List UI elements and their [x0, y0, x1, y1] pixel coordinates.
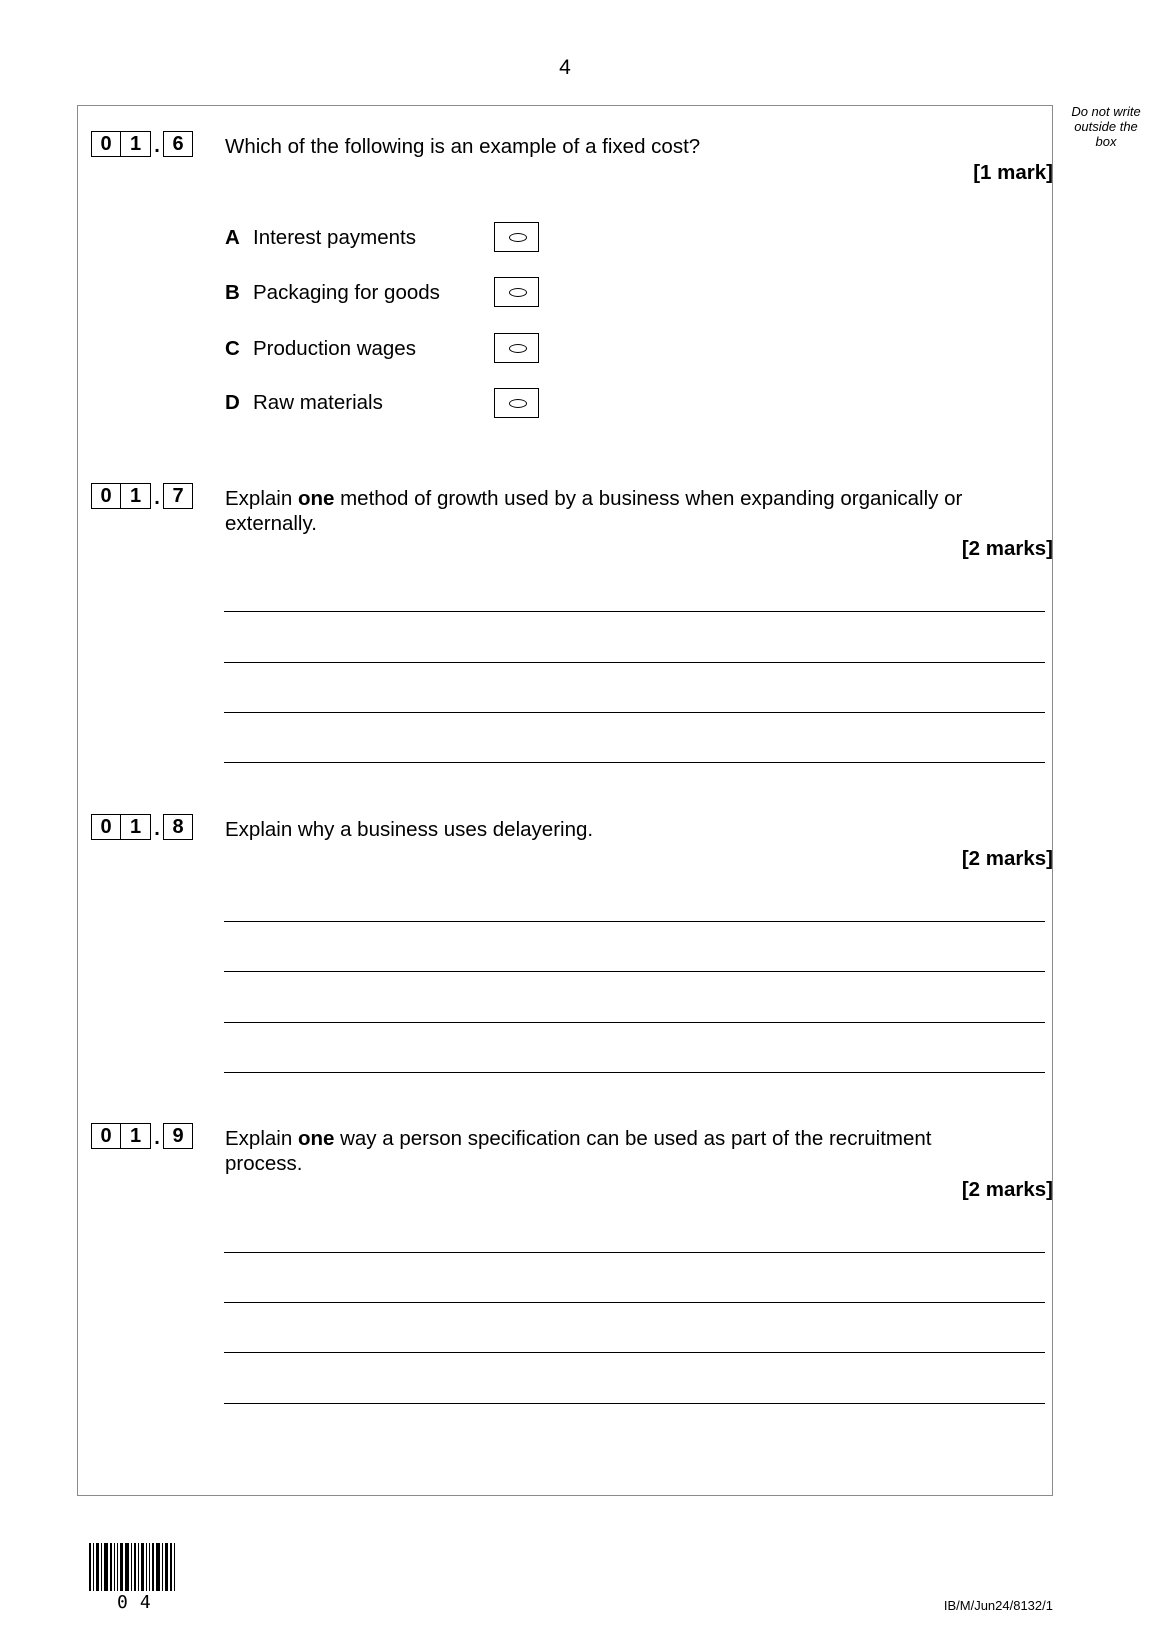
option-label: Raw materials — [253, 391, 383, 414]
digit: 1 — [121, 131, 151, 157]
digit: 1 — [121, 814, 151, 840]
barcode-bar — [101, 1543, 102, 1591]
answer-line[interactable] — [224, 662, 1045, 663]
barcode-bar — [149, 1543, 150, 1591]
option-b-checkbox[interactable] — [494, 277, 539, 307]
answer-line[interactable] — [224, 971, 1045, 972]
answer-line[interactable] — [224, 1352, 1045, 1353]
question-text: Which of the following is an example of a fixed cost? — [225, 135, 701, 158]
option-label: Production wages — [253, 337, 416, 360]
option-c — [225, 337, 416, 361]
barcode-bar — [117, 1543, 118, 1591]
barcode-bar — [146, 1543, 147, 1591]
question-number-01-6: 0 1 . 6 — [91, 131, 193, 157]
question-text: Explain one way a person specification can be used as part of the recruitment process. — [225, 1127, 932, 1175]
question-number-01-8: 0 1 . 8 — [91, 814, 193, 840]
barcode-bar — [110, 1543, 112, 1591]
barcode-bar — [134, 1543, 136, 1591]
answer-line[interactable] — [224, 1022, 1045, 1023]
question-text: Explain why a business uses delayering. — [225, 818, 594, 841]
barcode-bar — [170, 1543, 172, 1591]
answer-box-frame — [77, 105, 1053, 1496]
barcode-bar — [104, 1543, 108, 1591]
option-letter: D — [225, 391, 240, 414]
digit: 7 — [163, 483, 193, 509]
marks-label: [2 marks] — [961, 847, 1053, 870]
option-d — [225, 391, 383, 415]
barcode-bar — [138, 1543, 139, 1591]
barcode-bar — [156, 1543, 160, 1591]
option-a — [225, 226, 416, 250]
margin-note: Do not write outside the box — [1071, 104, 1141, 149]
option-letter: C — [225, 337, 240, 360]
barcode-bar — [120, 1543, 123, 1591]
barcode-number: 04 — [117, 1592, 163, 1613]
barcode-bar — [131, 1543, 132, 1591]
answer-line[interactable] — [224, 712, 1045, 713]
option-a-checkbox[interactable] — [494, 222, 539, 252]
answer-line[interactable] — [224, 1403, 1045, 1404]
barcode-bar — [93, 1543, 94, 1591]
barcode-bar — [174, 1543, 175, 1591]
answer-line[interactable] — [224, 1252, 1045, 1253]
digit: 0 — [91, 131, 121, 157]
answer-line[interactable] — [224, 921, 1045, 922]
digit: 1 — [121, 1123, 151, 1149]
barcode — [89, 1543, 194, 1591]
barcode-bar — [114, 1543, 115, 1591]
paper-reference-code: IB/M/Jun24/8132/1 — [943, 1598, 1053, 1613]
option-label: Packaging for goods — [253, 281, 440, 304]
option-c-checkbox[interactable] — [494, 333, 539, 363]
digit: 9 — [163, 1123, 193, 1149]
option-d-checkbox[interactable] — [494, 388, 539, 418]
digit: 8 — [163, 814, 193, 840]
barcode-bar — [89, 1543, 91, 1591]
barcode-bar — [96, 1543, 99, 1591]
option-letter: B — [225, 281, 240, 304]
digit: 0 — [91, 1123, 121, 1149]
question-number-01-9: 0 1 . 9 — [91, 1123, 193, 1149]
answer-line[interactable] — [224, 762, 1045, 763]
answer-line[interactable] — [224, 611, 1045, 612]
digit: 0 — [91, 814, 121, 840]
question-number-01-7: 0 1 . 7 — [91, 483, 193, 509]
page-number: 4 — [559, 56, 571, 79]
barcode-bar — [152, 1543, 154, 1591]
marks-label: [2 marks] — [961, 1178, 1053, 1201]
barcode-bar — [125, 1543, 129, 1591]
option-label: Interest payments — [253, 226, 416, 249]
barcode-bar — [165, 1543, 168, 1591]
marks-label: [1 mark] — [973, 161, 1053, 184]
marks-label: [2 marks] — [961, 537, 1053, 560]
digit: 1 — [121, 483, 151, 509]
digit: 6 — [163, 131, 193, 157]
question-text: Explain one method of growth used by a business when expanding organically or externally. — [225, 487, 963, 535]
option-b — [225, 281, 440, 305]
answer-line[interactable] — [224, 1302, 1045, 1303]
barcode-bar — [141, 1543, 144, 1591]
barcode-bar — [162, 1543, 163, 1591]
option-letter: A — [225, 226, 240, 249]
digit: 0 — [91, 483, 121, 509]
answer-line[interactable] — [224, 1072, 1045, 1073]
